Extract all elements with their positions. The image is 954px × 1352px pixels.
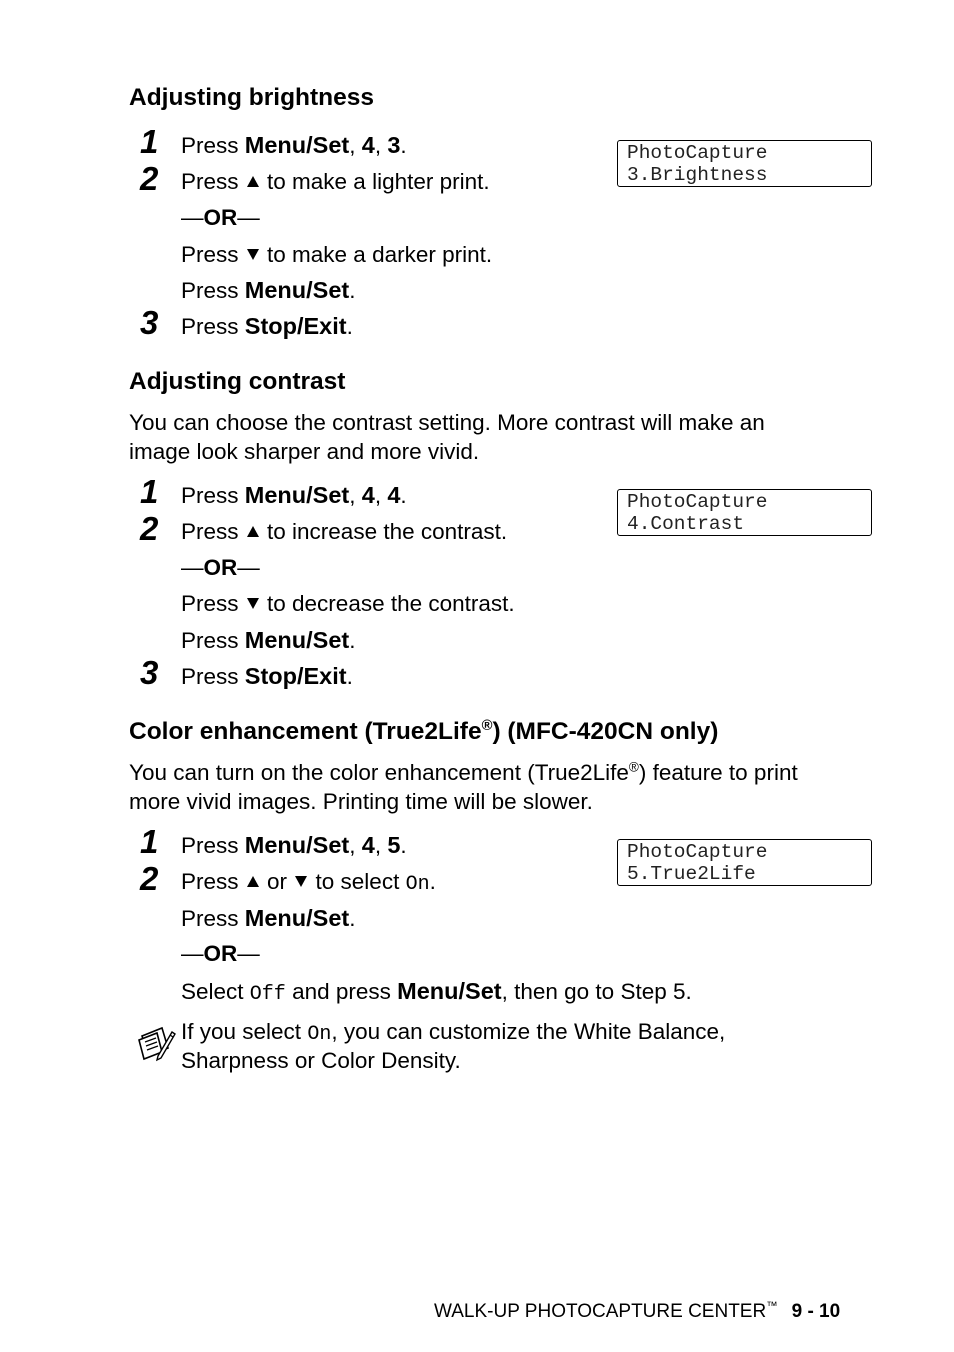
step-number: 3: [140, 304, 159, 341]
lcd-line: PhotoCapture: [627, 491, 768, 513]
paragraph: more vivid images. Printing time will be slower.: [129, 789, 593, 814]
step-text: Press Menu/Set.: [181, 627, 356, 653]
step-number: 2: [140, 160, 159, 197]
step-number: 1: [140, 123, 159, 160]
paragraph: image look sharper and more vivid.: [129, 439, 480, 464]
or-separator: —OR—: [181, 205, 260, 230]
lcd-display: [617, 489, 872, 536]
step-text: Press or to select On.: [181, 869, 436, 896]
step-text: Press to increase the contrast.: [181, 519, 508, 544]
step-number: 1: [140, 473, 159, 510]
step-text: Press Stop/Exit.: [181, 313, 353, 339]
up-arrow-icon: [247, 176, 259, 187]
step-text: Press to make a darker print.: [181, 242, 493, 267]
step-number: 1: [140, 823, 159, 860]
step-text: Press Stop/Exit.: [181, 663, 353, 689]
lcd-line: 4.Contrast: [627, 513, 745, 535]
step-text: Press Menu/Set.: [181, 277, 356, 303]
up-arrow-icon: [247, 526, 259, 537]
down-arrow-icon: [247, 249, 259, 260]
step-text: Press to decrease the contrast.: [181, 591, 515, 616]
down-arrow-icon: [247, 598, 259, 609]
page-footer: WALK-UP PHOTOCAPTURE CENTER™ 9 - 10: [434, 1300, 841, 1322]
or-separator: —OR—: [181, 555, 260, 580]
lcd-line: 5.True2Life: [627, 863, 756, 885]
step-text: Press Menu/Set, 4, 4.: [181, 482, 407, 508]
note-text: If you select On, you can customize the White Balance,: [181, 1019, 726, 1046]
section-title-brightness: Adjusting brightness: [129, 84, 374, 111]
paragraph: You can turn on the color enhancement (True2Life®) feature to print: [129, 759, 798, 785]
step-number: 2: [140, 510, 159, 547]
paragraph: You can choose the contrast setting. More contrast will make an: [129, 410, 765, 435]
section-title-contrast: Adjusting contrast: [129, 368, 346, 395]
section-title-color-enhancement: Color enhancement (True2Life®) (MFC-420CN only): [129, 717, 719, 745]
step-text: Press Menu/Set, 4, 5.: [181, 832, 407, 858]
step-text: Press Menu/Set.: [181, 905, 356, 931]
lcd-line: PhotoCapture: [627, 841, 768, 863]
lcd-display: [617, 839, 872, 886]
step-text: Press to make a lighter print.: [181, 169, 490, 194]
step-number: 3: [140, 654, 159, 691]
note-text: Sharpness or Color Density.: [181, 1048, 461, 1073]
or-separator: —OR—: [181, 941, 260, 966]
lcd-display: [617, 140, 872, 187]
step-text: Press Menu/Set, 4, 3.: [181, 132, 407, 158]
down-arrow-icon: [295, 876, 307, 887]
up-arrow-icon: [247, 876, 259, 887]
step-text: Select Off and press Menu/Set, then go to Step 5.: [181, 978, 692, 1006]
step-number: 2: [140, 860, 159, 897]
lcd-line: PhotoCapture: [627, 142, 768, 164]
lcd-line: 3.Brightness: [627, 164, 768, 186]
note-icon: [136, 1024, 176, 1067]
